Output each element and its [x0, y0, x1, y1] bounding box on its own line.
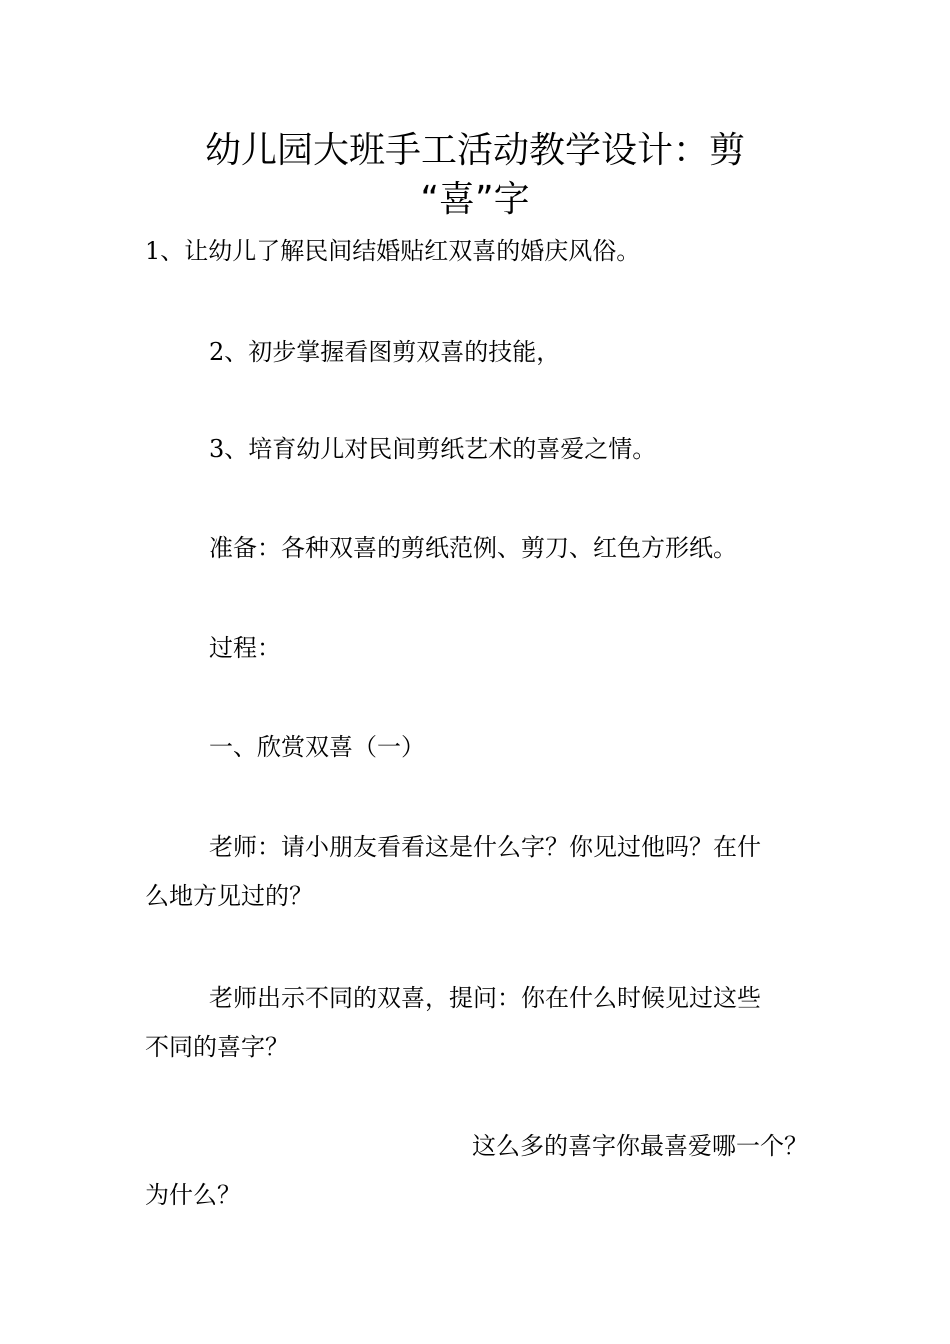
goal-1-paragraph: 1、让幼儿了解民间结婚贴红双喜的婚庆风俗。	[145, 237, 641, 265]
teacher-question-1-line-2: 么地方见过的？	[145, 882, 313, 910]
favorite-question-line-2: 为什么？	[145, 1181, 241, 1209]
teacher-question-2-line-1: 老师出示不同的双喜，提问：你在什么时候见过这些	[209, 984, 761, 1012]
preparation-paragraph: 准备：各种双喜的剪纸范例、剪刀、红色方形纸。	[209, 534, 737, 562]
section-1-heading: 一、欣赏双喜（一）	[209, 733, 425, 761]
document-title-line-1: 幼儿园大班手工活动教学设计：剪	[204, 130, 745, 171]
goal-2-paragraph: 2、初步掌握看图剪双喜的技能，	[209, 338, 561, 366]
process-heading: 过程：	[209, 634, 281, 662]
goal-3-paragraph: 3、培育幼儿对民间剪纸艺术的喜爱之情。	[209, 435, 657, 463]
teacher-question-2-line-2: 不同的喜字？	[145, 1033, 289, 1061]
favorite-question-line-1: 这么多的喜字你最喜爱哪一个？	[472, 1132, 808, 1160]
teacher-question-1-line-1: 老师：请小朋友看看这是什么字？你见过他吗？在什	[209, 833, 761, 861]
document-title-line-2: “喜”字	[420, 179, 530, 220]
